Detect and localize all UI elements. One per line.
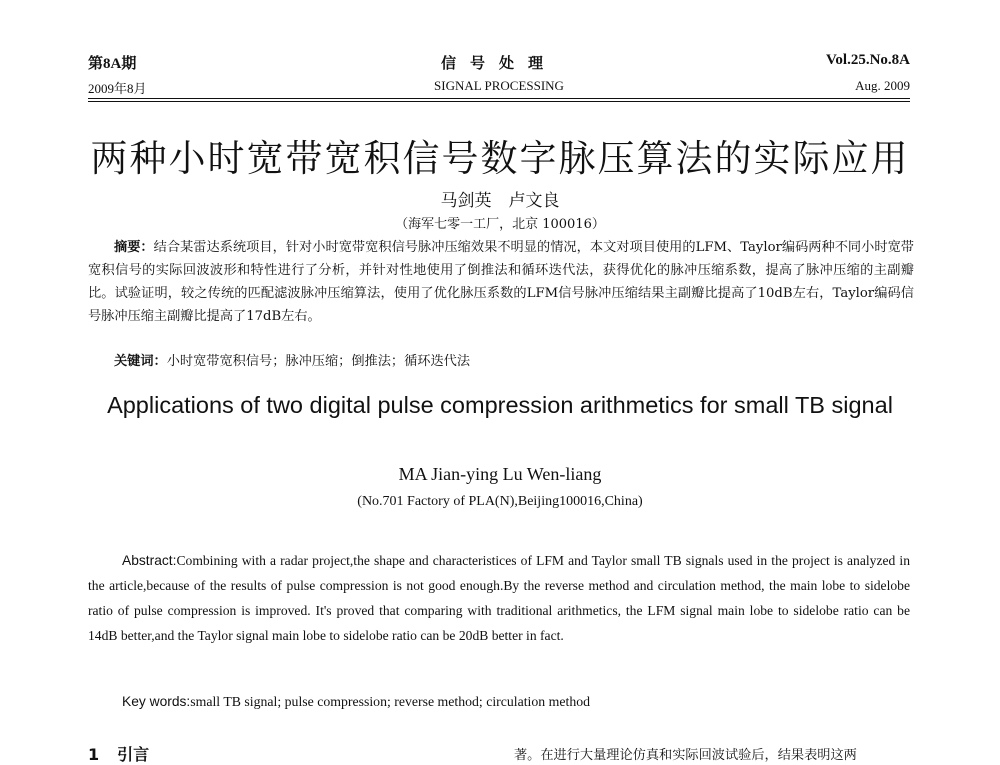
section-title: 引言 [117,745,150,764]
date-en: Aug. 2009 [855,78,910,93]
date-cn: 2009年8月 [88,81,147,96]
keywords-cn-label: 关键词： [114,354,167,369]
running-header-top [88,52,910,74]
abstract-en-text: Combining with a radar project,the shape and characteristices of LFM and Taylor small TB signals used in the project is analyzed in the article,because of the results of pulse compression is not good enough.By the reverse method and circulation method, the main lobe to sidelobe ratio of pulse compression is improved. It's proved that comparing with traditional arithmetics, the LFM signal main lobe to sidelobe ratio can be 14dB better,and the Taylor signal main lobe to sidelobe ratio can be 20dB better in fact. [88,553,910,643]
journal-name-en: SIGNAL PROCESSING [434,78,564,93]
keywords-en-label: Key words: [122,694,191,709]
abstract-en-label: Abstract: [122,553,177,568]
authors-en: MA Jian-ying Lu Wen-liang [398,464,602,484]
affiliation-en: (No.701 Factory of PLA(N),Beijing100016,China) [357,494,643,509]
affiliation-cn: （海军七零一工厂，北京 100016） [395,217,605,232]
keywords-en [122,694,590,710]
paper-title-en: Applications of two digital pulse compression arithmetics for small TB signal [107,392,893,418]
header-rule [88,101,910,102]
authors-cn: 马剑英 卢文良 [440,191,560,211]
abstract-cn [88,236,914,328]
abstract-cn-text: 结合某雷达系统项目，针对小时宽带宽积信号脉冲压缩效果不明显的情况，本文对项目使用的LFM、Taylor编码两种不同小时宽带宽积信号的实际回波波形和特性进行了分析，并针对性地使用了倒推法和循环迭代法，获得优化的脉冲压缩系数，提高了脉冲压缩的主副瓣比。试验证明，较之传统的匹配滤波脉冲压缩算法，使用了优化脉压系数的LFM信号脉冲压缩结果主副瓣比提高了10dB左右，Taylor编码信号脉冲压缩主副瓣比提高了17dB左右。 [88,240,914,324]
keywords-en-text: small TB signal; pulse compression; reverse method; circulation method [190,694,591,709]
column-2-text: 著。在进行大量理论仿真和实际回波试验后，结果表明这两 [514,748,857,763]
running-header-bottom [88,78,910,98]
paper-title-cn: 两种小时宽带宽积信号数字脉压算法的实际应用 [90,137,910,180]
section-number: 1 [88,745,100,764]
issue-number: 第8A期 [88,56,137,72]
abstract-cn-label: 摘要： [114,240,154,255]
header-rule [88,98,910,99]
keywords-cn-text: 小时宽带宽积信号；脉冲压缩；倒推法；循环迭代法 [166,354,471,369]
abstract-en [88,548,910,648]
volume-info: Vol.25.No.8A [825,52,910,68]
section-heading [88,742,149,765]
journal-name-cn: 信号处理 [440,56,557,72]
keywords-cn [114,350,470,369]
